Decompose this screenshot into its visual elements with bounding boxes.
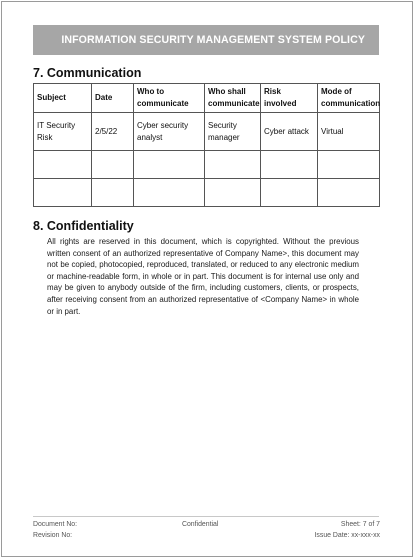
table-cell: [205, 179, 261, 207]
confidentiality-paragraph: All rights are reserved in this document, which is copyrighted. Without the previous written consent of an authorized representative of Company Name>, this document may not be copied, photocopied, reproduced, translated, or reduced to any electronic medium or machine-readable form, in whole or in part. This document is for internal use only and may be given to anybody outside of the firm, including customers, clients, or prospects, after receiving consent from an authorized representative of <Company Name> in whole or in part.: [47, 237, 359, 316]
table-header-row: [34, 84, 380, 113]
column-header: Who to communicate: [134, 84, 205, 113]
table-cell: [205, 151, 261, 179]
table-cell: [92, 151, 134, 179]
column-header: Subject: [34, 84, 92, 113]
table-cell: [261, 151, 318, 179]
table-cell: [318, 179, 380, 207]
section-heading-confidentiality: 8. Confidentiality: [33, 219, 134, 233]
table-row: [34, 113, 380, 151]
column-header: Date: [92, 84, 134, 113]
column-header: Mode of communication: [318, 84, 380, 113]
table-cell: [134, 179, 205, 207]
communication-table: [33, 83, 380, 207]
footer-confidential: Confidential: [182, 521, 219, 528]
table-cell: [34, 179, 92, 207]
table-cell: [34, 151, 92, 179]
table-cell: Cyber security analyst: [134, 113, 205, 151]
footer-document-no: Document No:: [33, 521, 78, 528]
table-row: [34, 179, 380, 207]
table-cell: [261, 179, 318, 207]
footer-revision-no: Revision No:: [33, 532, 73, 539]
table-cell: Cyber attack: [261, 113, 318, 151]
table-cell: [134, 151, 205, 179]
header-banner: [33, 25, 379, 55]
column-header: Risk involved: [261, 84, 318, 113]
table-cell: IT Security Risk: [34, 113, 92, 151]
table-cell: Virtual: [318, 113, 380, 151]
table-cell: [318, 151, 380, 179]
section-heading-communication: 7. Communication: [33, 66, 142, 80]
table-cell: 2/5/22: [92, 113, 134, 151]
footer-sheet-number: Sheet: 7 of 7: [340, 521, 380, 528]
footer-divider: [33, 516, 379, 517]
table-cell: Security manager: [205, 113, 261, 151]
column-header: Who shall communicate: [205, 84, 261, 113]
table-cell: [92, 179, 134, 207]
table-row: [34, 151, 380, 179]
document-title: INFORMATION SECURITY MANAGEMENT SYSTEM POLICY: [61, 34, 365, 46]
footer-issue-date: Issue Date: xx-xxx-xx: [314, 532, 380, 539]
